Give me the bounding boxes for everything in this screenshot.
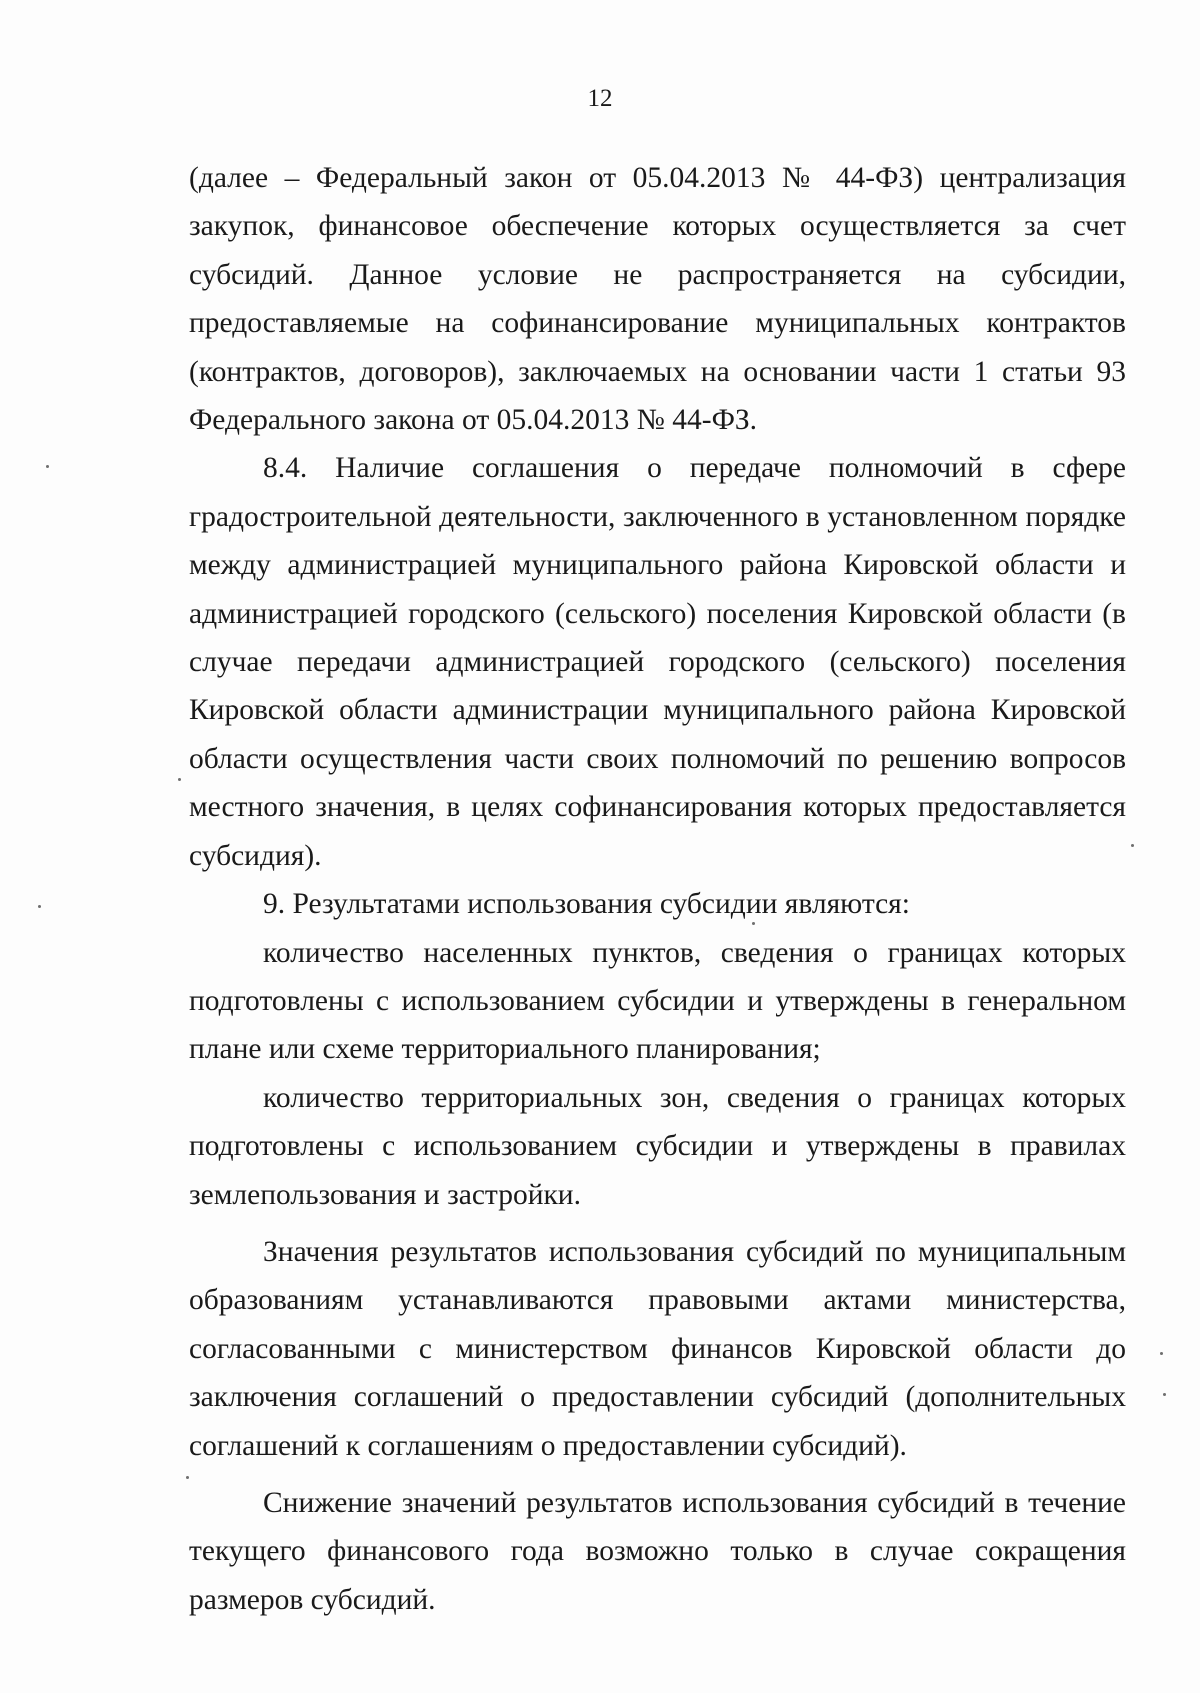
scan-speck	[1160, 1352, 1163, 1355]
scan-speck	[1163, 1393, 1166, 1396]
paragraph-result-values: Значения результатов использования субсидий по муниципальным образованиям устанавливаются правовыми актами министерства, согласованными с министерством финансов Кировской области до заключения соглашений о предоставлении субсидий (дополнительных соглашений к соглашениям о предоставлении субсидий).	[189, 1235, 1126, 1462]
paragraph-reduction: Снижение значений результатов использования субсидий в течение текущего финансового года возможно только в случае сокращения размеров субсидий.	[189, 1486, 1126, 1616]
paragraph-law-reference: (далее – Федеральный закон от 05.04.2013 № 44-ФЗ) централизация закупок, финансовое обеспечение которых осуществляется за счет субсидий. Данное условие не распространяется на субсидии, предоставляемые на софинансирование муниципальных контрактов (контрактов, договоров), заключаемых на основании части 1 статьи 93 Федерального закона от 05.04.2013 № 44-ФЗ.	[189, 162, 1126, 437]
scan-speck	[1131, 844, 1134, 847]
paragraph-8-4: 8.4. Наличие соглашения о передаче полномочий в сфере градостроительной деятельности, заключенного в установленном порядке между администрацией муниципального района Кировской области и администрацией городского (сельского) поселения Кировской области (в случае передачи администрацией городского (сельского) поселения Кировской области администрации муниципального района Кировской области осуществления части своих полномочий по решению вопросов местного значения, в целях софинансирования которых предоставляется субсидия).	[189, 452, 1126, 872]
scan-speck	[186, 1476, 189, 1479]
list-item-settlements: количество населенных пунктов, сведения о границах которых подготовлены с использованием субсидии и утверждены в генеральном плане или схеме территориального планирования;	[189, 936, 1126, 1066]
scan-speck	[752, 922, 755, 925]
document-body	[189, 154, 1126, 1624]
scan-speck	[178, 778, 181, 781]
scan-speck	[38, 905, 41, 908]
scan-speck	[46, 465, 49, 468]
page-number: 12	[587, 85, 613, 112]
paragraph-9-heading: 9. Результатами использования субсидии являются:	[263, 888, 910, 921]
list-item-zones: количество территориальных зон, сведения о границах которых подготовлены с использованием субсидии и утверждены в правилах землепользования и застройки.	[189, 1081, 1126, 1211]
